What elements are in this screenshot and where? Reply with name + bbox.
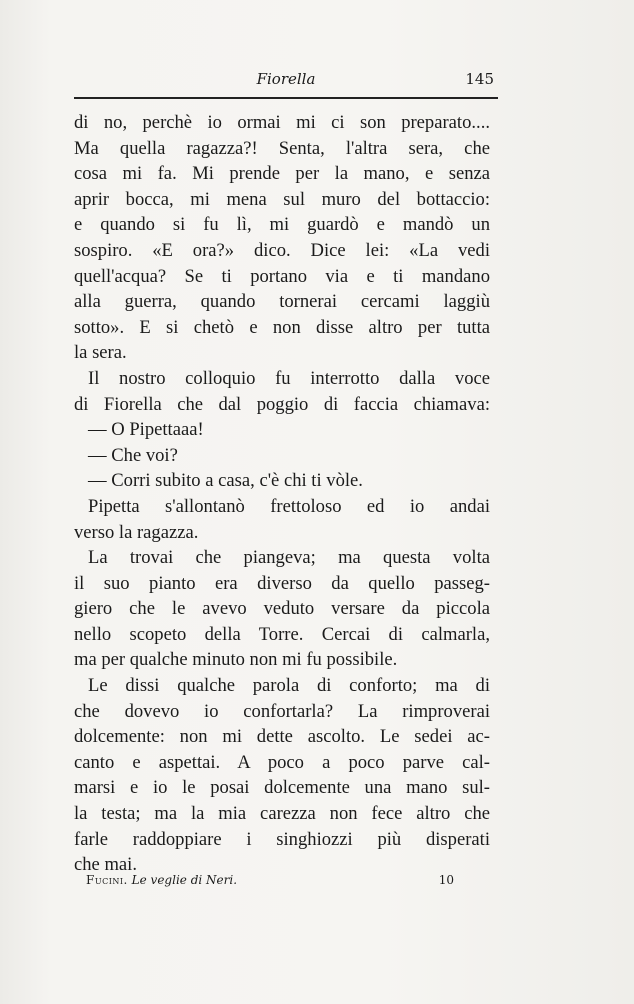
text-line: Ma quella ragazza?! Senta, l'altra sera, che — [74, 137, 490, 159]
text-line: ma per qualche minuto non mi fu possibile. — [74, 649, 398, 671]
text-line: — Che voi? — [88, 444, 178, 466]
text-line: di Fiorella che dal poggio di faccia chiamava: — [74, 393, 490, 415]
text-line: dolcemente: non mi dette ascolto. Le sedei ac- — [74, 726, 490, 748]
text-line: aprir bocca, mi mena sul muro del bottaccio: — [74, 188, 490, 210]
text-line: sospiro. «E ora?» dico. Dice lei: «La vedi — [74, 239, 490, 261]
text-line: marsi e io le posai dolcemente una mano sul- — [74, 777, 490, 799]
text-line: Pipetta s'allontanò frettoloso ed io andai — [88, 495, 490, 517]
text-line: la testa; ma la mia carezza non fece altro che — [74, 803, 490, 825]
text-line: La trovai che piangeva; ma questa volta — [88, 547, 490, 569]
text-line: verso la ragazza. — [74, 521, 199, 543]
text-line: Le dissi qualche parola di conforto; ma di — [88, 675, 490, 697]
footer-author: Fucini. — [86, 873, 128, 887]
signature-mark — [86, 873, 237, 887]
signature-footer — [86, 873, 466, 893]
text-line: la sera. — [74, 342, 127, 364]
text-line: alla guerra, quando tornerai cercami laggiù — [74, 291, 490, 313]
text-line: nello scopeto della Torre. Cercai di calmarla, — [74, 623, 490, 645]
text-line: giero che le avevo veduto versare da piccola — [74, 598, 490, 620]
body-text — [74, 110, 490, 878]
running-header — [74, 70, 498, 96]
running-title: Fiorella — [256, 70, 316, 88]
text-line: quell'acqua? Se ti portano via e ti mandano — [74, 265, 490, 287]
text-line: — Corri subito a casa, c'è chi ti vòle. — [88, 470, 363, 492]
text-line: cosa mi fa. Mi prende per la mano, e senza — [74, 163, 490, 185]
text-line: e quando si fu lì, mi guardò e mandò un — [74, 214, 490, 236]
signature-number: 10 — [438, 873, 454, 887]
text-line: che dovevo io confortarla? La rimproverai — [74, 700, 490, 722]
text-line: Il nostro colloquio fu interrotto dalla voce — [88, 367, 490, 389]
text-line: farle raddoppiare i singhiozzi più disperati — [74, 828, 490, 850]
page-number: 145 — [465, 70, 494, 88]
footer-work-title: Le veglie di Neri. — [131, 873, 238, 887]
text-line: canto e aspettai. A poco a poco parve cal- — [74, 751, 490, 773]
header-rule — [74, 97, 498, 99]
text-line: che mai. — [74, 854, 137, 876]
text-line: di no, perchè io ormai mi ci son preparato.... — [74, 112, 490, 133]
text-line: — O Pipettaaa! — [88, 419, 204, 441]
text-line: il suo pianto era diverso da quello passeg- — [74, 572, 490, 594]
text-line: sotto». E si chetò e non disse altro per tutta — [74, 316, 490, 338]
